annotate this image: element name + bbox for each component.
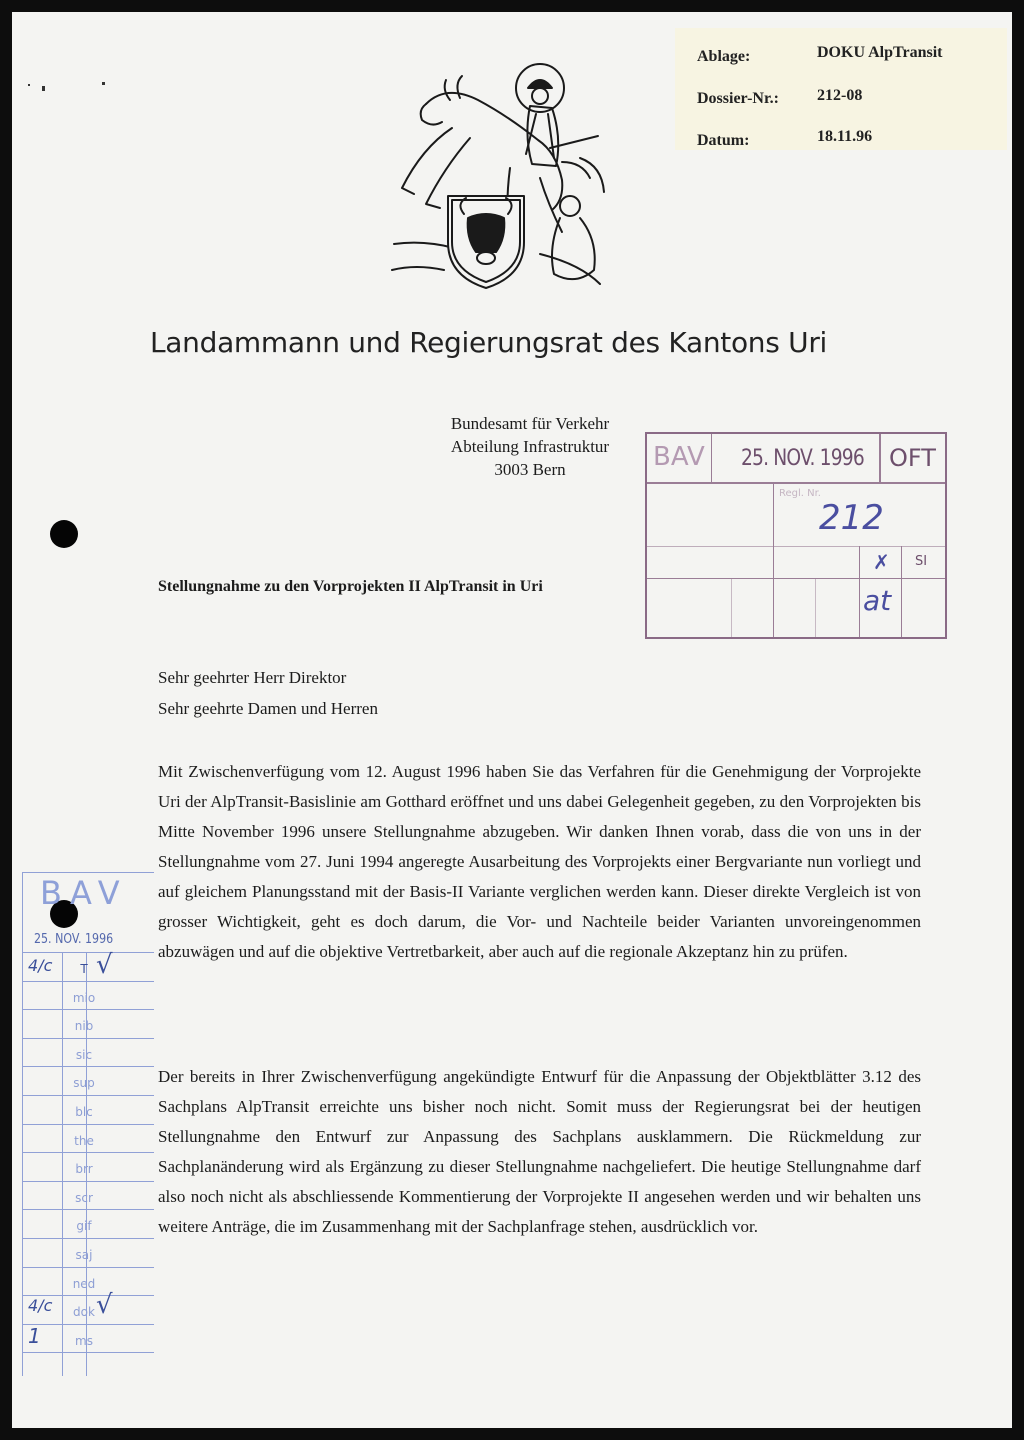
stamp-date: 25. NOV. 1996	[741, 446, 864, 471]
routing-row-line	[22, 1095, 154, 1096]
recipient-line-2: Abteilung Infrastruktur	[450, 437, 610, 456]
routing-row-line	[22, 1209, 154, 1210]
routing-stamp	[22, 872, 154, 1376]
routing-row-line	[22, 1181, 154, 1182]
routing-row-line	[22, 1238, 154, 1239]
body-paragraph-1: Mit Zwischenverfügung vom 12. August 1996 haben Sie das Verfahren für die Genehmigung der Vorprojekte Uri der AlpTransit-Basislinie am Gotthard eröffnet und uns dabei Gelegenheit gegeben, zu den Vorprojekten bis Mitte November 1996 unsere Stellungnahme abzugeben. Wir danken Ihnen vorab, dass die von uns in der Stellungnahme vom 27. Juni 1994 angeregte Ausarbeitung des Vorprojekts einer Bergvariante nun vorliegt und auf gleichem Planungsstand mit der Basis-II Variante verglichen werden kann. Dieser direkte Vergleich ist von grosser Wichtigkeit, geht es doch darum, die Vor- und Nachteile beider Varianten unvoreingenommen abzuwägen und auf die objektive Vertretbarkeit, aber auch auf die regionale Akzeptanz hin zu prüfen.	[158, 762, 921, 961]
filing-label	[675, 28, 1007, 150]
datum-value: 18.11.96	[817, 128, 873, 145]
routing-row-label: blc	[75, 1105, 93, 1119]
routing-row-label: gif	[76, 1219, 92, 1234]
stamp-si: SI	[915, 554, 928, 569]
stamp-reg-label: Regl. Nr.	[779, 488, 821, 499]
recipient-line-3: 3003 Bern	[494, 460, 566, 479]
routing-row-line	[22, 1267, 154, 1268]
routing-row-line	[22, 1009, 154, 1010]
punch-hole-top	[50, 520, 78, 548]
routing-row-label: dok	[73, 1305, 95, 1320]
body-paragraph-2: Der bereits in Ihrer Zwischenverfügung angekündigte Entwurf für die Anpassung der Objektblätter 3.12 des Sachplans AlpTransit erreichte uns bisher noch nicht. Somit muss der Regierungsrat bei der heutigen Stellungnahme den Entwurf zur Anpassung des Sachplans ausklammern. Die Rückmeldung zur Sachplanänderung wird als Ergänzung zu dieser Stellungnahme nachgeliefert. Die heutige Stellungnahme darf also noch nicht als abschliessende Kommentierung der Vorprojekte II angesehen werden und wir behalten uns weitere Anträge, die im Zusammenhang mit der Sachplanfrage stehen, ausdrücklich vor.	[158, 1067, 921, 1236]
routing-org: BAV	[40, 874, 128, 912]
routing-row-label: sic	[75, 1047, 93, 1062]
datum-label: Datum:	[697, 132, 750, 149]
routing-row-label: T	[80, 962, 88, 976]
routing-row-label: mio	[72, 990, 96, 1005]
recipient-line-1: Bundesamt für Verkehr	[450, 414, 610, 433]
dossier-label: Dossier-Nr.:	[697, 90, 779, 107]
routing-row-label: nib	[74, 1019, 94, 1034]
routing-one: 1	[28, 1324, 41, 1348]
routing-row-label: sup	[73, 1076, 95, 1091]
routing-row-label: brr	[75, 1162, 93, 1177]
routing-check-2: √	[96, 1290, 113, 1320]
routing-row-label: the	[74, 1133, 94, 1148]
ablage-value: DOKU AlpTransit	[817, 44, 943, 61]
routing-row-line	[22, 981, 154, 982]
ablage-label: Ablage:	[697, 48, 751, 65]
salutation-line-2: Sehr geehrte Damen und Herren	[158, 699, 378, 718]
stamp-initials: at	[863, 584, 892, 617]
subject-line: Stellungnahme zu den Vorprojekten II AlpTransit in Uri	[158, 578, 543, 595]
dossier-value: 212-08	[817, 87, 863, 104]
routing-row-label: ms	[75, 1333, 93, 1348]
stamp-org: BAV	[653, 442, 705, 472]
routing-check-1: √	[96, 950, 113, 980]
routing-date: 25. NOV. 1996	[34, 932, 114, 947]
routing-row-line	[22, 1124, 154, 1125]
routing-row-line	[22, 1352, 154, 1353]
routing-row-line	[22, 1152, 154, 1153]
received-stamp	[645, 432, 947, 639]
stamp-dept: OFT	[889, 444, 936, 472]
stamp-check-mark: ✗	[873, 550, 890, 574]
routing-row-label: scr	[75, 1190, 93, 1205]
routing-row-label: ned	[72, 1276, 96, 1291]
paper-specks	[28, 80, 108, 100]
routing-cc-2: 4/c	[28, 1296, 53, 1315]
stamp-reg-number: 212	[819, 498, 884, 538]
routing-row-label: saj	[75, 1248, 93, 1262]
salutation-line-1: Sehr geehrter Herr Direktor	[158, 668, 347, 687]
canton-emblem	[390, 58, 610, 293]
routing-cc-1: 4/c	[28, 956, 53, 975]
routing-row-line	[22, 1066, 154, 1067]
recipient-address	[410, 412, 650, 481]
page-title: Landammann und Regierungsrat des Kantons Uri	[150, 326, 828, 359]
routing-row-line	[22, 1324, 154, 1325]
routing-row-line	[22, 1038, 154, 1039]
